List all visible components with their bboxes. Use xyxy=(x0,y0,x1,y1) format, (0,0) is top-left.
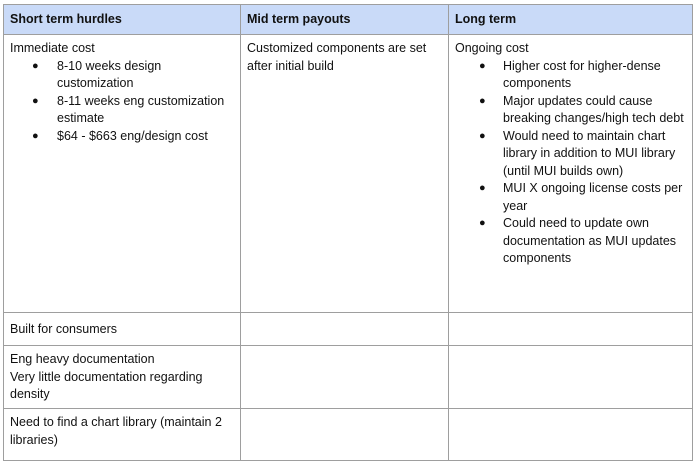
list-item: ● 8-11 weeks eng customization estimate xyxy=(32,93,225,125)
immediate-cost-list xyxy=(10,58,234,146)
bullet-icon: ● xyxy=(479,129,486,142)
cell-empty xyxy=(241,409,449,461)
table-row xyxy=(4,35,693,313)
cell-customized-components: Customized components are set after initial build xyxy=(241,35,449,313)
table-row xyxy=(4,313,693,346)
cell-immediate-cost xyxy=(4,35,241,313)
list-item: ● Higher cost for higher-dense components xyxy=(479,58,661,90)
cell-built-for-consumers: Built for consumers xyxy=(4,313,241,346)
cell-empty xyxy=(241,313,449,346)
bullet-icon: ● xyxy=(479,59,486,72)
list-item: ● Would need to maintain chart library in addition to MUI library (until MUI builds own) xyxy=(479,128,676,178)
header-row xyxy=(4,5,693,35)
list-item: ● 8-10 weeks design customization xyxy=(32,58,162,90)
cell-empty xyxy=(449,346,693,409)
bullet-icon: ● xyxy=(479,94,486,107)
cell-empty xyxy=(449,313,693,346)
cell-empty xyxy=(449,409,693,461)
immediate-cost-title: Immediate cost xyxy=(10,41,95,55)
header-short-term: Short term hurdles xyxy=(4,5,241,35)
header-long-term: Long term xyxy=(449,5,693,35)
list-item: ● Could need to update own documentation as MUI updates components xyxy=(479,216,677,265)
table-row xyxy=(4,346,693,409)
ongoing-cost-title: Ongoing cost xyxy=(455,41,529,55)
bullet-icon: ● xyxy=(32,129,39,142)
bullet-icon: ● xyxy=(479,217,486,229)
bullet-icon: ● xyxy=(32,94,39,107)
list-item: ● $64 - $663 eng/design cost xyxy=(10,128,234,146)
documentation-line-1: Eng heavy documentation xyxy=(10,352,155,366)
list-item: ● Major updates could cause breaking changes/high tech debt xyxy=(479,93,684,125)
cell-empty xyxy=(241,346,449,409)
cell-documentation xyxy=(4,346,241,409)
cell-chart-library: Need to find a chart library (maintain 2 libraries) xyxy=(4,409,241,461)
bullet-icon: ● xyxy=(479,182,486,194)
bullet-icon: ● xyxy=(32,59,39,72)
ongoing-cost-list xyxy=(455,58,686,268)
hurdles-table xyxy=(3,4,693,461)
cell-ongoing-cost xyxy=(449,35,693,313)
header-mid-term: Mid term payouts xyxy=(241,5,449,35)
table-row xyxy=(4,409,693,461)
list-item: ● MUI X ongoing license costs per year xyxy=(479,181,683,213)
documentation-line-2: Very little documentation regarding density xyxy=(10,369,203,401)
